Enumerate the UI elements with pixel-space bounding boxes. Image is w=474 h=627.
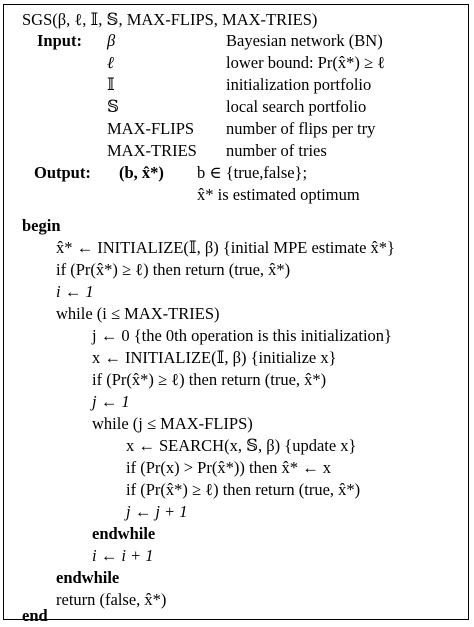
input-symbol: β	[107, 31, 116, 50]
output-symbol: (b, x̂*)	[119, 163, 164, 182]
code-line: if (Pr(x̂*) ≥ ℓ) then return (true, x̂*)	[56, 260, 291, 279]
code-line: while (j ≤ MAX-FLIPS)	[92, 414, 253, 433]
input-description: number of tries	[226, 141, 327, 160]
input-label: Input:	[37, 31, 82, 50]
input-symbol: MAX-TRIES	[107, 141, 197, 160]
kw-endwhile: endwhile	[56, 568, 120, 587]
input-description: Bayesian network (BN)	[226, 31, 383, 50]
input-description: lower bound: Pr(x̂*) ≥ ℓ	[226, 53, 386, 72]
code-line: j ← 1	[92, 392, 130, 411]
code-line: if (Pr(x) > Pr(x̂*)) then x̂* ← x	[126, 458, 331, 477]
kw-endwhile: endwhile	[92, 524, 156, 543]
input-symbol: MAX-FLIPS	[107, 119, 195, 138]
input-description: initialization portfolio	[226, 75, 372, 94]
output-description: x̂* is estimated optimum	[197, 185, 360, 204]
code-line: x̂* ← INITIALIZE(𝕀, β) {initial MPE estimate x̂*}	[56, 238, 395, 257]
output-description: b ∈ {true,false};	[197, 163, 308, 182]
input-symbol: 𝕊	[107, 97, 119, 116]
code-line: while (i ≤ MAX-TRIES)	[56, 304, 220, 323]
code-line: j ← 0 {the 0th operation is this initialization}	[92, 326, 392, 345]
code-line: if (Pr(x̂*) ≥ ℓ) then return (true, x̂*)	[92, 370, 327, 389]
input-description: number of flips per try	[226, 119, 376, 138]
code-line: i ← i + 1	[92, 546, 154, 565]
kw-end: end	[22, 606, 48, 625]
algorithm-box	[3, 4, 469, 625]
input-symbol: 𝕀	[107, 75, 115, 94]
code-line: j ← j + 1	[126, 502, 188, 521]
code-line: if (Pr(x̂*) ≥ ℓ) then return (true, x̂*)	[126, 480, 361, 499]
output-label: Output:	[34, 163, 91, 182]
kw-begin: begin	[22, 216, 61, 235]
input-symbol: ℓ	[107, 53, 114, 72]
code-line: i ← 1	[56, 282, 94, 301]
code-line: return (false, x̂*)	[56, 590, 167, 609]
code-line: x ← SEARCH(x, 𝕊, β) {update x}	[126, 436, 357, 455]
code-line: x ← INITIALIZE(𝕀, β) {initialize x}	[92, 348, 337, 367]
algorithm-title: SGS(β, ℓ, 𝕀, 𝕊, MAX-FLIPS, MAX-TRIES)	[22, 10, 318, 29]
input-description: local search portfolio	[226, 97, 367, 116]
